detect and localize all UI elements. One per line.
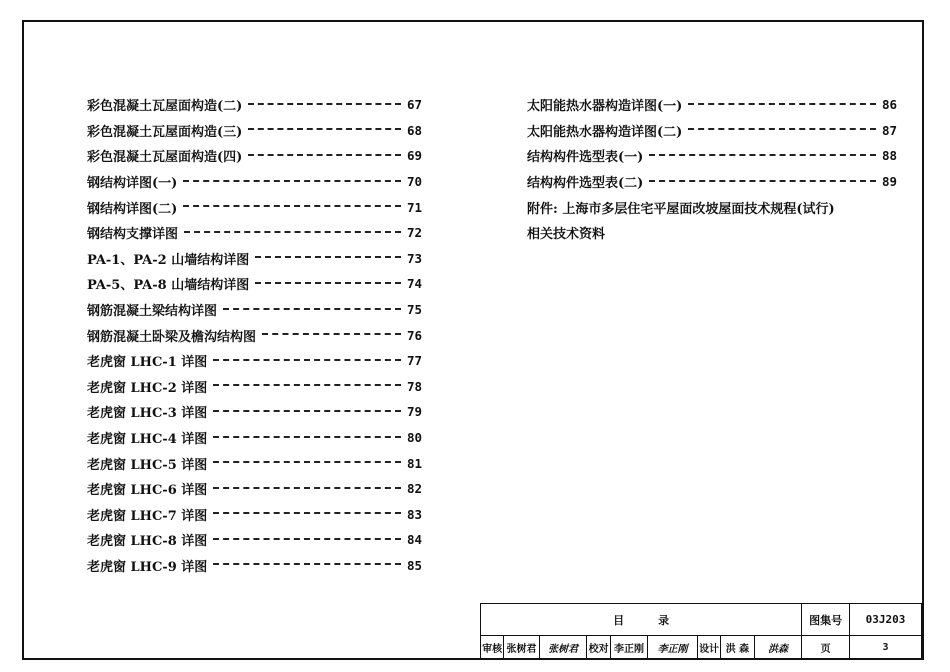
toc-entry xyxy=(87,220,422,246)
toc-entry xyxy=(87,527,422,553)
toc-entry-page: 77 xyxy=(406,353,422,369)
toc-entry xyxy=(527,194,897,220)
toc-leader-dashes xyxy=(213,436,401,438)
toc-entry xyxy=(87,194,422,220)
toc-entry-page: 82 xyxy=(406,481,422,497)
toc-entry-title: 钢结构详图(二) xyxy=(87,201,178,217)
toc-entry-title: PA-1、PA-2 山墙结构详图 xyxy=(87,252,250,268)
toc-entry-title: 老虎窗 LHC-3 详图 xyxy=(87,406,208,422)
toc-entry-title: 老虎窗 LHC-7 详图 xyxy=(87,508,208,524)
toc-entry-page: 75 xyxy=(406,302,422,318)
toc-entry-page: 89 xyxy=(881,174,897,190)
toc-entry xyxy=(87,399,422,425)
designer-signature: 洪森 xyxy=(754,636,802,659)
toc-entry-title: 太阳能热水器构造详图(二) xyxy=(527,124,683,140)
toc-entry-page: 74 xyxy=(406,276,422,292)
toc-entry-page: 88 xyxy=(881,148,897,164)
toc-entry xyxy=(527,118,897,144)
toc-entry xyxy=(87,297,422,323)
toc-leader-dashes xyxy=(213,410,401,412)
toc-entry-title: 相关技术资料 xyxy=(527,227,606,243)
toc-entry-title: 结构构件选型表(一) xyxy=(527,150,644,166)
toc-entry-title: 钢筋混凝土卧梁及檐沟结构图 xyxy=(87,329,257,345)
toc-leader-dashes xyxy=(223,308,401,310)
toc-entry-title: 彩色混凝土瓦屋面构造(三) xyxy=(87,124,243,140)
toc-entry-page: 81 xyxy=(406,455,422,471)
toc-entry-title: 老虎窗 LHC-6 详图 xyxy=(87,483,208,499)
toc-entry xyxy=(87,322,422,348)
toc-leader-dashes xyxy=(213,384,401,386)
toc-leader-dashes xyxy=(688,128,876,130)
toc-leader-dashes xyxy=(184,231,401,233)
toc-entry xyxy=(527,143,897,169)
toc-entry-page: 83 xyxy=(406,506,422,522)
toc-entry xyxy=(87,374,422,400)
toc-entry-page: 87 xyxy=(881,122,897,138)
toc-leader-dashes xyxy=(649,180,876,182)
toc-entry-page: 86 xyxy=(881,97,897,113)
toc-leader-dashes xyxy=(183,180,401,182)
toc-entry-title: 结构构件选型表(二) xyxy=(527,176,644,192)
atlas-code: 03J203 xyxy=(849,604,921,636)
toc-entry xyxy=(87,450,422,476)
toc-left-column xyxy=(87,92,422,578)
toc-leader-dashes xyxy=(248,154,401,156)
toc-right-column xyxy=(527,92,897,246)
toc-entry-title: 彩色混凝土瓦屋面构造(四) xyxy=(87,150,243,166)
toc-entry-title: 老虎窗 LHC-1 详图 xyxy=(87,355,208,371)
toc-leader-dashes xyxy=(213,487,401,489)
toc-entry-page: 85 xyxy=(406,557,422,573)
atlas-label: 图集号 xyxy=(802,604,850,636)
toc-entry-title: 老虎窗 LHC-9 详图 xyxy=(87,559,208,575)
toc-entry-page: 67 xyxy=(406,97,422,113)
toc-leader-dashes xyxy=(213,538,401,540)
toc-entry xyxy=(527,169,897,195)
toc-entry xyxy=(527,220,897,246)
toc-entry-title: 老虎窗 LHC-2 详图 xyxy=(87,380,208,396)
toc-leader-dashes xyxy=(248,103,401,105)
toc-entry-page: 80 xyxy=(406,430,422,446)
toc-entry-title: 彩色混凝土瓦屋面构造(二) xyxy=(87,99,243,115)
toc-entry-title: 老虎窗 LHC-8 详图 xyxy=(87,534,208,550)
review-label: 审核 xyxy=(481,636,504,659)
toc-entry xyxy=(87,348,422,374)
toc-leader-dashes xyxy=(213,563,401,565)
toc-entry-title: 钢结构支撑详图 xyxy=(87,227,179,243)
toc-leader-dashes xyxy=(213,359,401,361)
checker-name: 李正刚 xyxy=(610,636,648,659)
toc-leader-dashes xyxy=(213,512,401,514)
toc-entry xyxy=(87,553,422,579)
toc-entry xyxy=(87,246,422,272)
reviewer-name: 张树君 xyxy=(504,636,539,659)
page-number: 3 xyxy=(849,636,921,659)
toc-entry-title: PA-5、PA-8 山墙结构详图 xyxy=(87,278,250,294)
designer-name: 洪 森 xyxy=(721,636,754,659)
toc-entry-page: 68 xyxy=(406,122,422,138)
toc-entry-page: 76 xyxy=(406,327,422,343)
toc-entry-page: 70 xyxy=(406,174,422,190)
toc-entry xyxy=(87,502,422,528)
toc-leader-dashes xyxy=(262,333,401,335)
checker-signature: 李正刚 xyxy=(648,636,698,659)
toc-entry-title: 老虎窗 LHC-5 详图 xyxy=(87,457,208,473)
toc-entry-page: 72 xyxy=(406,225,422,241)
toc-leader-dashes xyxy=(213,461,401,463)
toc-leader-dashes xyxy=(688,103,876,105)
reviewer-signature: 张树君 xyxy=(539,636,587,659)
design-label: 设计 xyxy=(697,636,720,659)
toc-entry-title: 太阳能热水器构造详图(一) xyxy=(527,99,683,115)
toc-entry xyxy=(87,425,422,451)
toc-entry-page: 84 xyxy=(406,532,422,548)
toc-entry-page: 79 xyxy=(406,404,422,420)
toc-entry xyxy=(87,118,422,144)
check-label: 校对 xyxy=(587,636,610,659)
toc-leader-dashes xyxy=(248,128,401,130)
toc-leader-dashes xyxy=(255,282,401,284)
toc-entry-title: 老虎窗 LHC-4 详图 xyxy=(87,432,208,448)
toc-entry-title: 钢筋混凝土梁结构详图 xyxy=(87,304,218,320)
toc-entry xyxy=(87,271,422,297)
toc-leader-dashes xyxy=(649,154,876,156)
toc-entry xyxy=(87,169,422,195)
toc-entry-page: 69 xyxy=(406,148,422,164)
page-label: 页 xyxy=(802,636,850,659)
toc-entry-page: 73 xyxy=(406,250,422,266)
toc-entry xyxy=(87,143,422,169)
toc-leader-dashes xyxy=(255,256,401,258)
toc-entry-title: 钢结构详图(一) xyxy=(87,176,178,192)
toc-entry-page: 71 xyxy=(406,199,422,215)
toc-entry xyxy=(87,476,422,502)
toc-entry-page: 78 xyxy=(406,378,422,394)
title-block xyxy=(480,603,922,659)
toc-entry xyxy=(87,92,422,118)
toc-entry-title: 附件: 上海市多层住宅平屋面改坡屋面技术规程(试行) xyxy=(527,201,835,217)
sheet-title: 目录 xyxy=(481,604,802,636)
toc-entry xyxy=(527,92,897,118)
toc-leader-dashes xyxy=(183,205,401,207)
